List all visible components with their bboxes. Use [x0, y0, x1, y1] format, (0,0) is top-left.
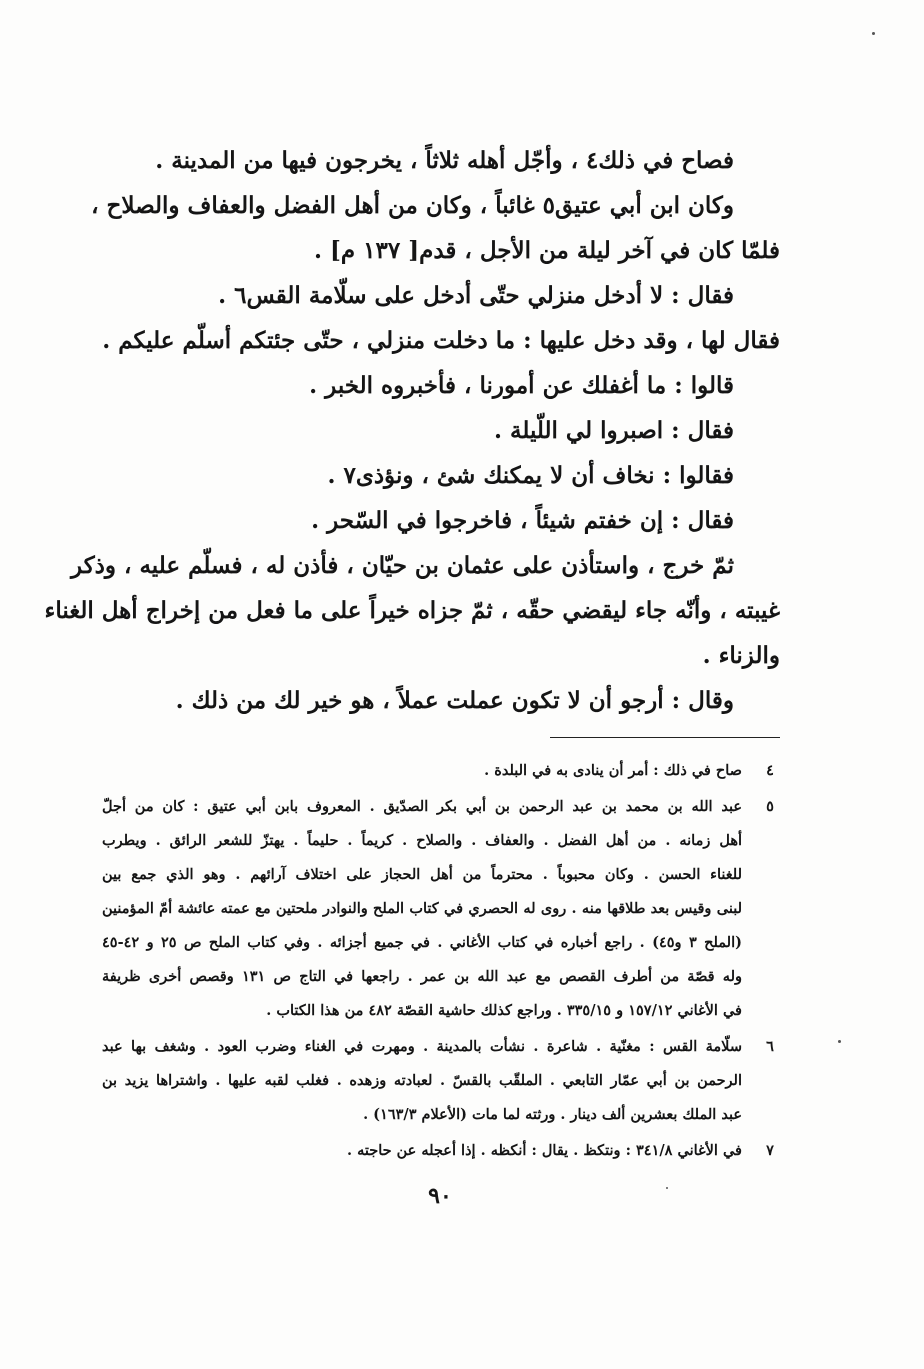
- text-line: قالوا : ما أغفلك عن أمورنا ، فأخبروه الخبر .: [309, 372, 734, 399]
- footnote-line: صاح في ذلك : أمر أن ينادى به في البلدة .: [484, 762, 742, 779]
- text-line: فقال : اصبروا لي اللّيلة .: [493, 417, 734, 444]
- text-line: فصاح في ذلك٤ ، وأجّل أهله ثلاثاً ، يخرجون فيها من المدينة .: [155, 147, 734, 174]
- footnote-line: في الأغاني ١٥٧/١٢ و ٣٣٥/١٥ . وراجع كذلك حاشية القصّة ٤٨٢ من هذا الكتاب .: [266, 1002, 742, 1019]
- footnote-number: ٧: [766, 1142, 774, 1159]
- footnote-separator: [550, 737, 780, 738]
- footnote-line: أهل زمانه . من أهل الفضل . والعفاف . والصلاح . كريماً . حليماً . يهتزّ للشعر الرائق . ويطرب: [102, 832, 742, 849]
- footnote-line: لبنى وقيس بعد طلاقها منه . روى له الحصري في كتاب الملح والنوادر ملحتين مع عمته عائشة أمّ المؤمنين: [102, 900, 742, 917]
- footnote-line: عبد الملك بعشرين ألف دينار . ورثته لما مات (الأعلام ١٦٣/٣) .: [363, 1106, 742, 1123]
- scan-speck: [666, 1187, 668, 1189]
- scan-speck: [872, 32, 875, 35]
- text-line: وقال : أرجو أن لا تكون عملت عملاً ، هو خير لك من ذلك .: [175, 687, 734, 714]
- text-line: وكان ابن أبي عتيق٥ غائباً ، وكان من أهل الفضل والعفاف والصلاح ،: [91, 192, 734, 219]
- text-line: فقال : إن خفتم شيئاً ، فاخرجوا في السّحر .: [311, 507, 734, 534]
- text-line: ثمّ خرج ، واستأذن على عثمان بن حيّان ، فأذن له ، فسلّم عليه ، وذكر: [71, 552, 734, 579]
- footnote-line: (الملح ٣ و٤٥) . راجع أخباره في كتاب الأغاني . في جميع أجزائه . وفي كتاب الملح ص ٢٥ و ٤٢-٤٥: [102, 934, 742, 951]
- footnote-line: عبد الله بن محمد بن عبد الرحمن بن أبي بكر الصدّيق . المعروف بابن أبي عتيق : كان من أجلّ: [102, 798, 742, 815]
- text-line: والزناء .: [702, 642, 780, 669]
- text-line: فقال : لا أدخل منزلي حتّى أدخل على سلّامة القس٦ .: [218, 282, 734, 309]
- footnote-5: [102, 790, 780, 1028]
- footnote-line: الرحمن بن أبي عمّار التابعي . الملقّب بالقسّ . لعبادته وزهده . فغلب لقبه عليها . واشتراها يزيد بن: [102, 1072, 742, 1089]
- footnote-number: ٦: [766, 1038, 774, 1055]
- text-line: فلمّا كان في آخر ليلة من الأجل ، قدم[ ١٣٧ م] .: [314, 237, 780, 264]
- text-line: غيبته ، وأنّه جاء ليقضي حقّه ، ثمّ جزاه خيراً على ما فعل من إخراج أهل الغناء: [44, 597, 780, 624]
- text-line: فقالوا : نخاف أن لا يمكنك شئ ، ونؤذى٧ .: [327, 462, 734, 489]
- footnote-number: ٥: [766, 798, 774, 815]
- footnote-7: [102, 1134, 780, 1168]
- footnote-number: ٤: [766, 762, 774, 779]
- footnotes: [102, 754, 780, 1170]
- footnote-6: [102, 1030, 780, 1132]
- footnote-line: للغناء الحسن . وكان محبوباً . محترماً من أهل الحجاز على اختلاف آرائهم . وهو الذي جمع بين: [102, 866, 742, 883]
- footnote-line: في الأغاني ٣٤١/٨ : ونتكظ . يقال : أنكظه . إذا أعجله عن حاجته .: [347, 1142, 742, 1159]
- scan-speck: [838, 1040, 841, 1043]
- footnote-4: [102, 754, 780, 788]
- text-line: فقال لها ، وقد دخل عليها : ما دخلت منزلي ، حتّى جئتكم أسلّم عليكم .: [102, 327, 780, 354]
- page-number: ٩٠: [428, 1183, 452, 1209]
- footnote-line: سلّامة القس : مغنّية . شاعرة . نشأت بالمدينة . ومهرت في الغناء وضرب العود . وشغف بها عبد: [102, 1038, 742, 1055]
- footnote-line: وله قصّة من أطرف القصص مع عبد الله بن عمر . راجعها في التاج ص ١٣١ وقصص أخرى ظريفة: [102, 968, 742, 985]
- main-text: [44, 138, 780, 723]
